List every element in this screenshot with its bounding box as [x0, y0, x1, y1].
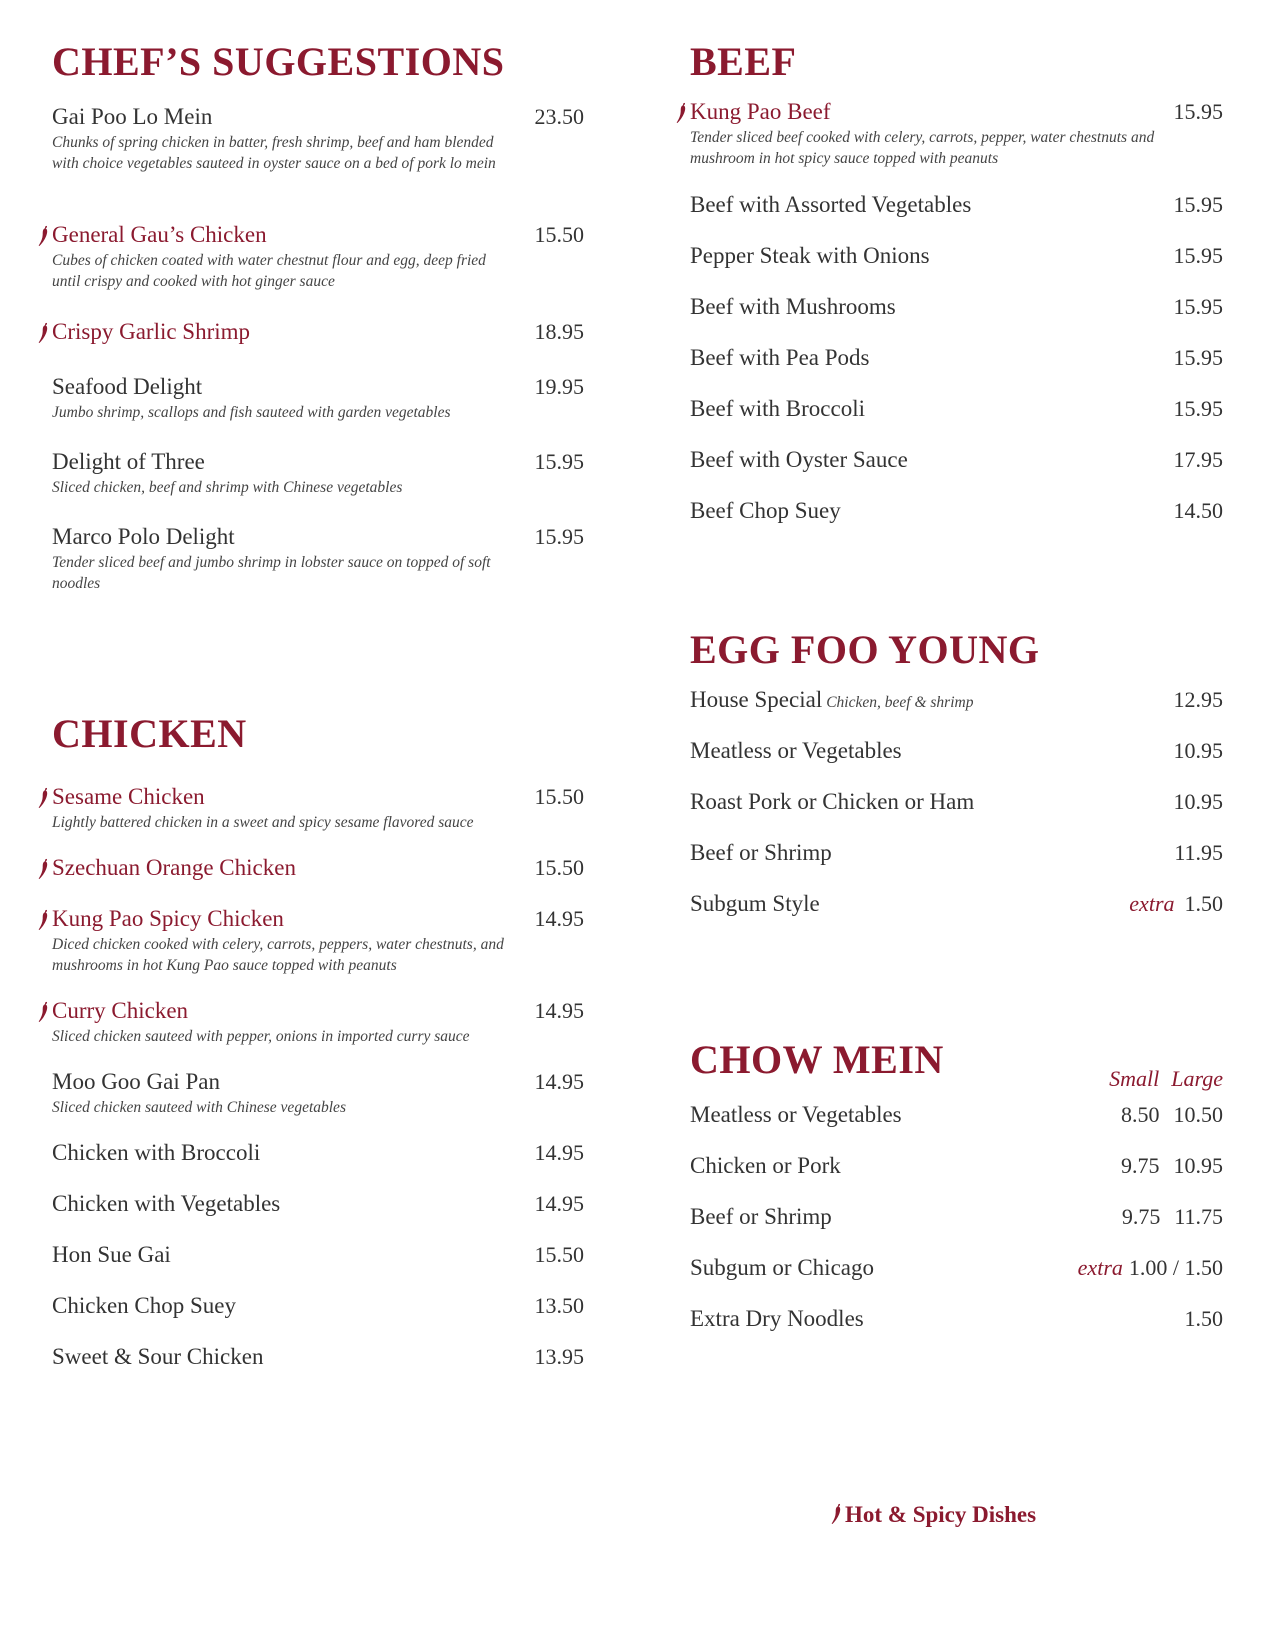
item-price: 15.95 [1173, 243, 1223, 268]
price-large: 11.75 [1174, 1204, 1223, 1229]
item-name: Sweet & Sour Chicken [52, 1344, 264, 1369]
menu-item-crispy-garlic-shrimp [52, 317, 584, 347]
section-title: EGG FOO YOUNG [690, 627, 1040, 672]
menu-item-general-gaus-chicken [52, 220, 584, 292]
chili-pepper-icon [38, 1001, 50, 1023]
menu-item-beef-with-pea-pods [690, 343, 1223, 373]
item-price: 12.95 [1173, 687, 1223, 712]
item-description: Tender sliced beef cooked with celery, carrots, pepper, water chestnuts and mushroom in hot spicy sauce topped with peanuts [690, 129, 1155, 167]
item-description: Tender sliced beef and jumbo shrimp in lobster sauce on topped of soft noodles [52, 554, 491, 592]
menu-item-subgum-style [690, 889, 1223, 919]
item-price: 10.95 [1173, 738, 1223, 763]
menu-item-meatless-or-vegetables [690, 736, 1223, 766]
chili-pepper-icon [38, 322, 50, 344]
item-price: 14.95 [534, 906, 584, 931]
item-price: 15.50 [534, 855, 584, 880]
extra-label: extra [1077, 1255, 1123, 1280]
item-prices [1122, 1202, 1223, 1232]
price-small: 8.50 [1121, 1102, 1160, 1127]
menu-item-roast-pork-or-chicken-or-ham [690, 787, 1223, 817]
item-name: Moo Goo Gai Pan [52, 1069, 221, 1094]
chili-pepper-icon [38, 225, 50, 247]
item-note: Chicken, beef & shrimp [826, 694, 974, 711]
menu-item-beef-with-oyster-sauce [690, 445, 1223, 475]
hot-spicy-legend [845, 1500, 1036, 1530]
menu-item-beef-chop-suey [690, 496, 1223, 526]
price-large: 10.95 [1173, 1153, 1223, 1178]
section-title: CHOW MEIN [690, 1037, 944, 1082]
item-price: 14.95 [534, 1140, 584, 1165]
item-name: Chicken with Broccoli [52, 1140, 261, 1165]
item-price: 15.95 [1173, 99, 1223, 124]
item-name: Meatless or Vegetables [690, 1102, 902, 1127]
menu-item-szechuan-orange-chicken [52, 853, 584, 883]
item-price [1078, 1253, 1223, 1283]
item-name: Chicken or Pork [690, 1153, 841, 1178]
item-price: 15.50 [534, 222, 584, 247]
chili-pepper-icon [831, 1503, 843, 1525]
item-name: Subgum Style [690, 891, 820, 916]
section-chow-mein [690, 1037, 1223, 1091]
menu-item-marco-polo-delight [52, 522, 584, 594]
price-small: 9.75 [1121, 1153, 1160, 1178]
menu-item-delight-of-three [52, 447, 584, 498]
menu-item-hon-sue-gai [52, 1240, 584, 1270]
price-small: 9.75 [1121, 1204, 1161, 1229]
item-name: Beef with Pea Pods [690, 345, 870, 370]
item-price: 18.95 [534, 319, 584, 344]
item-description: Jumbo shrimp, scallops and fish sauteed with garden vegetables [52, 404, 451, 421]
item-name: Sesame Chicken [52, 784, 205, 809]
section-title: CHEF’S SUGGESTIONS [52, 39, 505, 84]
item-name: Kung Pao Beef [690, 99, 831, 124]
menu-item-kung-pao-beef [690, 97, 1223, 169]
item-name: Meatless or Vegetables [690, 738, 902, 763]
menu-item-subgum-or-chicago [690, 1253, 1223, 1283]
chili-pepper-icon [38, 858, 50, 880]
item-price: 10.95 [1173, 789, 1223, 814]
menu-item-extra-dry-noodles [690, 1304, 1223, 1334]
menu-item-curry-chicken [52, 996, 584, 1047]
menu-item-chow-mein-chicken-or-pork [690, 1151, 1223, 1181]
menu-item-moo-goo-gai-pan [52, 1067, 584, 1118]
menu-item-chicken-chop-suey [52, 1291, 584, 1321]
section-title: BEEF [690, 39, 797, 84]
item-name: Crispy Garlic Shrimp [52, 319, 251, 344]
item-name: General Gau’s Chicken [52, 222, 267, 247]
extra-label: extra [1129, 891, 1175, 916]
menu-item-chow-mein-meatless [690, 1100, 1223, 1130]
item-price: 15.95 [1173, 294, 1223, 319]
item-name [690, 685, 973, 718]
item-price [1129, 889, 1223, 919]
menu-item-kung-pao-spicy-chicken [52, 904, 584, 976]
legend-label: Hot & Spicy Dishes [845, 1502, 1037, 1527]
item-description: Chunks of spring chicken in batter, fresh shrimp, beef and ham blended with choice vegetables sauteed in oyster sauce on a bed of pork lo mein [52, 134, 496, 172]
item-price: 14.95 [534, 1191, 584, 1216]
item-name: Pepper Steak with Onions [690, 243, 930, 268]
item-price: 14.95 [534, 998, 584, 1023]
chili-pepper-icon [38, 909, 50, 931]
item-name: Beef or Shrimp [690, 1204, 832, 1229]
item-name: Hon Sue Gai [52, 1242, 171, 1267]
menu-item-beef-or-shrimp [690, 838, 1223, 868]
item-price: 23.50 [534, 104, 584, 129]
price-large: 10.50 [1173, 1102, 1223, 1127]
item-name: Kung Pao Spicy Chicken [52, 906, 284, 931]
item-name: Curry Chicken [52, 998, 189, 1023]
item-price: 13.95 [534, 1344, 584, 1369]
item-price: 14.50 [1173, 498, 1223, 523]
item-description: Cubes of chicken coated with water chestnut flour and egg, deep fried until crispy and cooked with hot ginger sauce [52, 252, 486, 290]
item-name: Extra Dry Noodles [690, 1306, 864, 1331]
menu-item-beef-with-mushrooms [690, 292, 1223, 322]
item-name: Szechuan Orange Chicken [52, 855, 296, 880]
menu-item-chicken-with-vegetables [52, 1189, 584, 1219]
price-value: 1.00 / 1.50 [1128, 1255, 1223, 1280]
item-name: Subgum or Chicago [690, 1255, 874, 1280]
item-prices [1121, 1100, 1223, 1130]
section-egg-foo-young [690, 628, 1223, 672]
menu-item-house-special [690, 685, 1223, 715]
item-description: Sliced chicken, beef and shrimp with Chinese vegetables [52, 479, 403, 496]
section-chefs-suggestions [52, 40, 584, 84]
menu-item-chicken-with-broccoli [52, 1138, 584, 1168]
chili-pepper-icon [38, 787, 50, 809]
item-name: Beef with Mushrooms [690, 294, 896, 319]
item-price: 14.95 [534, 1069, 584, 1094]
item-price: 19.95 [534, 374, 584, 399]
item-name: Beef with Assorted Vegetables [690, 192, 972, 217]
price-value: 1.50 [1184, 891, 1223, 916]
item-name: Beef with Oyster Sauce [690, 447, 908, 472]
item-prices [1121, 1151, 1223, 1181]
chili-pepper-icon [676, 102, 688, 124]
section-title: CHICKEN [52, 711, 247, 756]
item-name: Chicken with Vegetables [52, 1191, 281, 1216]
item-price: 15.95 [534, 449, 584, 474]
item-name: Gai Poo Lo Mein [52, 104, 213, 129]
item-name: Roast Pork or Chicken or Ham [690, 789, 975, 814]
item-name: Marco Polo Delight [52, 524, 235, 549]
item-price: 1.50 [1184, 1306, 1223, 1331]
menu-item-seafood-delight [52, 372, 584, 423]
item-name: Seafood Delight [52, 374, 203, 399]
item-price: 11.95 [1174, 840, 1223, 865]
menu-item-pepper-steak-with-onions [690, 241, 1223, 271]
item-description: Diced chicken cooked with celery, carrots, peppers, water chestnuts, and mushrooms in hot Kung Pao sauce topped with peanuts [52, 936, 504, 974]
item-name: Delight of Three [52, 449, 205, 474]
item-price: 15.95 [1173, 345, 1223, 370]
menu-item-sesame-chicken [52, 782, 584, 833]
item-name: Beef or Shrimp [690, 840, 832, 865]
item-description: Lightly battered chicken in a sweet and spicy sesame flavored sauce [52, 814, 474, 831]
menu-item-chow-mein-beef-or-shrimp [690, 1202, 1223, 1232]
item-price: 13.50 [534, 1293, 584, 1318]
item-price: 15.95 [1173, 396, 1223, 421]
menu-item-beef-with-broccoli [690, 394, 1223, 424]
size-headers [1097, 1066, 1223, 1092]
size-large-label: Large [1171, 1066, 1223, 1091]
item-price: 15.50 [534, 784, 584, 809]
section-beef [690, 40, 1223, 84]
item-name: Chicken Chop Suey [52, 1293, 236, 1318]
item-description: Sliced chicken sauteed with Chinese vegetables [52, 1099, 346, 1116]
item-price: 15.95 [534, 524, 584, 549]
size-small-label: Small [1109, 1066, 1160, 1091]
item-price: 15.95 [1173, 192, 1223, 217]
item-name: Beef Chop Suey [690, 498, 841, 523]
item-price: 17.95 [1173, 447, 1223, 472]
item-description: Sliced chicken sauteed with pepper, onions in imported curry sauce [52, 1028, 470, 1045]
section-chicken [52, 712, 584, 756]
menu-item-sweet-and-sour-chicken [52, 1342, 584, 1372]
menu-item-beef-with-assorted-vegetables [690, 190, 1223, 220]
item-price: 15.50 [534, 1242, 584, 1267]
item-name-text: House Special [690, 687, 823, 712]
item-name: Beef with Broccoli [690, 396, 866, 421]
menu-item-gai-poo-lo-mein [52, 102, 584, 174]
